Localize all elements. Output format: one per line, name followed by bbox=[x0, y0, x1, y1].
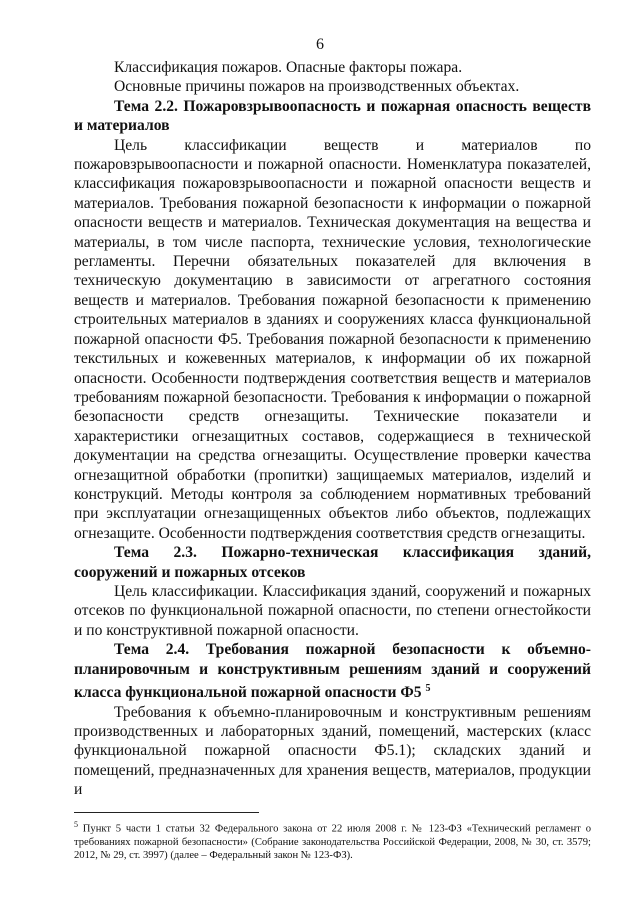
footnote-marker: 5 bbox=[74, 820, 78, 829]
section-heading-2-3: Тема 2.3. Пожарно-техническая классификация зданий, сооружений и пожарных отсеков bbox=[74, 544, 591, 581]
footnote-separator bbox=[74, 812, 259, 813]
page-body bbox=[74, 58, 591, 800]
section-heading-2-4 bbox=[74, 640, 591, 702]
section-body-2-2: Цель классификации веществ и материалов по пожаровзрывоопасности и пожарной опасности. Номенклатура показателей, классификация пожаровзрывоопасности и пожарной опасности веществ и материалов. Требования пожарной безопасности к информации о пожарной опасности веществ и материалов. Техническая документация на вещества и материалы, в том числе паспорта, технические условия, технологические регламенты. Перечни обязательных показателей для включения в техническую документацию в зависимости от агрегатного состояния веществ и материалов. Требования пожарной безопасности к применению строительных материалов в зданиях и сооружениях класса функциональной пожарной опасности Ф5. Требования пожарной безопасности к применению текстильных и кожевенных материалов, к информации об их пожарной опасности. Особенности подтверждения соответствия веществ и материалов требованиям пожарной безопасности. Требования к информации о пожарной безопасности средств огнезащиты. Технические показатели и характеристики огнезащитных составов, содержащиеся в технической документации на средства огнезащиты. Осуществление проверки качества огнезащитной обработки (пропитки) защищаемых материалов, изделий и конструкций. Методы контроля за соблюдением нормативных требований при эксплуатации огнезащищенных объектов либо объектов, подлежащих огнезащите. Особенности подтверждения соответствия средств огнезащиты. bbox=[74, 136, 591, 542]
intro-line: Классификация пожаров. Опасные факторы пожара. bbox=[114, 59, 463, 76]
intro-line: Основные причины пожаров на производственных объектах. bbox=[114, 78, 520, 96]
section-body-2-4: Требования к объемно-планировочным и конструктивным решениям производственных и лабораторных зданий, помещений, мастерских (класс функциональной пожарной опасности Ф5.1); складских зданий и помещений, предназначенных для хранения веществ, материалов, продукции и bbox=[74, 703, 591, 799]
page-number: 6 bbox=[316, 36, 324, 53]
section-heading-2-4-text: Тема 2.4. Требования пожарной безопасности к объемно-планировочным и конструктивным решениям зданий и сооружений класса функциональной пожарной опасности Ф5 bbox=[74, 641, 591, 702]
section-body-2-3: Цель классификации. Классификация зданий, сооружений и пожарных отсеков по функциональной пожарной опасности, по степени огнестойкости и по конструктивной пожарной опасности. bbox=[74, 582, 591, 639]
footnote bbox=[74, 818, 591, 863]
footnote-text: Пункт 5 части 1 статьи 32 Федерального закона от 22 июля 2008 г. № 123-ФЗ «Технический регламент о требованиях пожарной безопасности» (Собрание законодательства Российской Федерации, 2008, № 30, ст. 3579; 2012, № 29, ст. 3997) (далее – Федеральный закон № 123-ФЗ). bbox=[74, 823, 591, 862]
section-heading-2-2: Тема 2.2. Пожаровзрывоопасность и пожарная опасность веществ и материалов bbox=[74, 97, 591, 135]
footnote-reference: 5 bbox=[425, 683, 431, 694]
